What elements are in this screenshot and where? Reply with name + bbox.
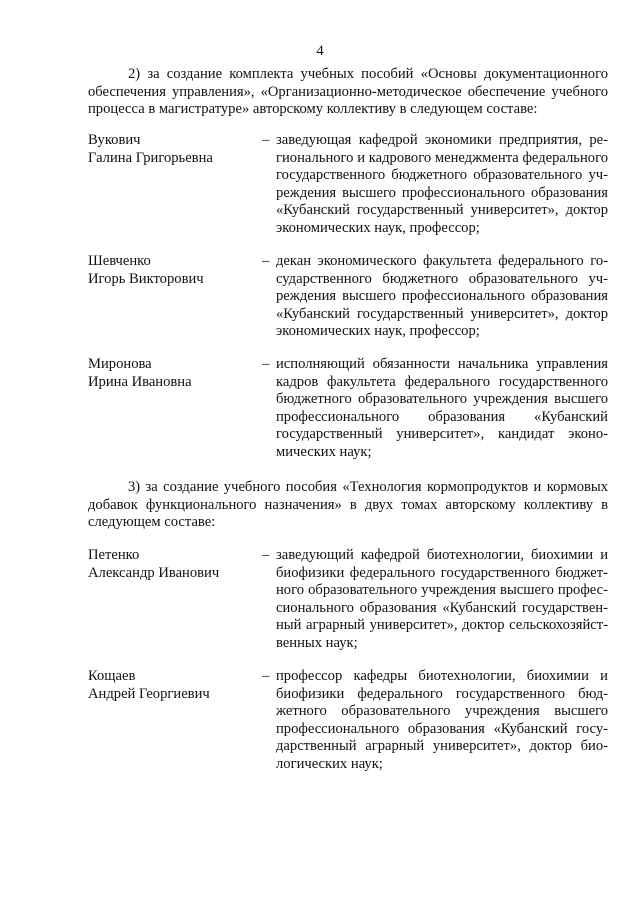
author-given-name: Андрей Георгиевич: [88, 685, 210, 702]
author-name: [88, 356, 258, 391]
paragraph-item-2: 2) за создание комплекта учебных пособий «Основы документационного обеспечения управления», «Организационно-методическое обеспечение учебного процесса в магистратуре» авторскому коллективу в следующем составе:: [88, 66, 608, 117]
dash-separator: –: [262, 253, 270, 269]
author-entry: [88, 356, 608, 486]
author-given-name: Александр Иванович: [88, 564, 220, 581]
author-surname: Вукович: [88, 132, 141, 148]
paragraph-item-3: 3) за создание учебного пособия «Технология кормопродуктов и кормовых добавок функционального назначения» в двух томах авторскому коллективу в следующем составе:: [88, 479, 608, 530]
author-entry: [88, 132, 608, 262]
author-description: исполняющий обязанности начальника управления кадров факультета федерального государственного бюджетного образовательного учреждения высшего профессионального образования «Кубанский государственный университет», кандидат экономических наук;: [276, 356, 608, 460]
author-name: [88, 132, 258, 167]
author-entry: [88, 668, 608, 798]
author-given-name: Галина Григорьевна: [88, 149, 213, 166]
dash-separator: –: [262, 356, 270, 372]
author-name: [88, 547, 258, 582]
author-surname: Шевченко: [88, 253, 151, 269]
author-surname: Миронова: [88, 356, 152, 372]
dash-separator: –: [262, 668, 270, 684]
author-name: [88, 253, 258, 288]
author-name: [88, 668, 258, 703]
author-given-name: Ирина Ивановна: [88, 373, 192, 390]
author-given-name: Игорь Викторович: [88, 270, 204, 287]
dash-separator: –: [262, 547, 270, 563]
author-description: декан экономического факультета федерального государственного бюджетного образовательного учреждения высшего профессионального образования «Кубанский государственный университет», доктор экономических наук, профессор;: [276, 253, 608, 339]
author-surname: Кощаев: [88, 668, 136, 684]
author-entry: [88, 547, 608, 677]
author-description: заведующий кафедрой биотехнологии, биохимии и биофизики федерального государственного бюджетного образовательного учреждения высшего профессионального образования «Кубанский государственный аграрный университет», доктор сельскохозяйственных наук;: [276, 547, 608, 651]
page-number: 4: [316, 43, 324, 59]
author-surname: Петенко: [88, 547, 140, 563]
author-description: заведующая кафедрой экономики предприятия, регионального и кадрового менеджмента федерального государственного бюджетного образовательного учреждения высшего профессионального образования «Кубанский государственный университет», доктор экономических наук, профессор;: [276, 132, 608, 236]
dash-separator: –: [262, 132, 270, 148]
author-description: профессор кафедры биотехнологии, биохимии и биофизики федерального государственного бюджетного образовательного учреждения высшего профессионального образования «Кубанский государственный аграрный университет», доктор биологических наук;: [276, 668, 608, 772]
